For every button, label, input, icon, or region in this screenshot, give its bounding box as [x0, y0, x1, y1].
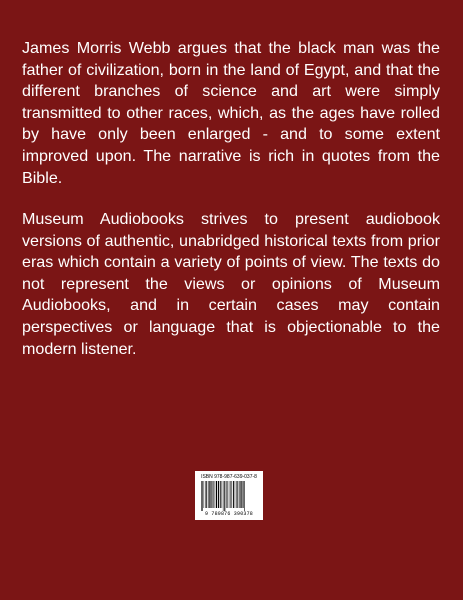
book-description-paragraph: James Morris Webb argues that the black man was the father of civilization, born in the land of Egypt, and that the different branches of science and art were simply transmitted to other races, which, as the ages have rolled by have only been enlarged - and to some extent improved upon. The narrative is rich in quotes from the Bible. — [22, 39, 440, 187]
barcode-digits: 9 789876 390378 — [204, 511, 253, 517]
barcode-bars — [200, 481, 258, 511]
isbn-barcode — [195, 471, 263, 520]
isbn-label: ISBN 978-987-639-037-8 — [201, 474, 257, 480]
publisher-disclaimer-paragraph: Museum Audiobooks strives to present audiobook versions of authentic, unabridged historical texts from prior eras which contain a variety of points of view. The texts do not represent the views or opinions of Museum Audiobooks, and in certain cases may contain perspectives or language that is objectionable to the modern listener. — [22, 210, 440, 358]
